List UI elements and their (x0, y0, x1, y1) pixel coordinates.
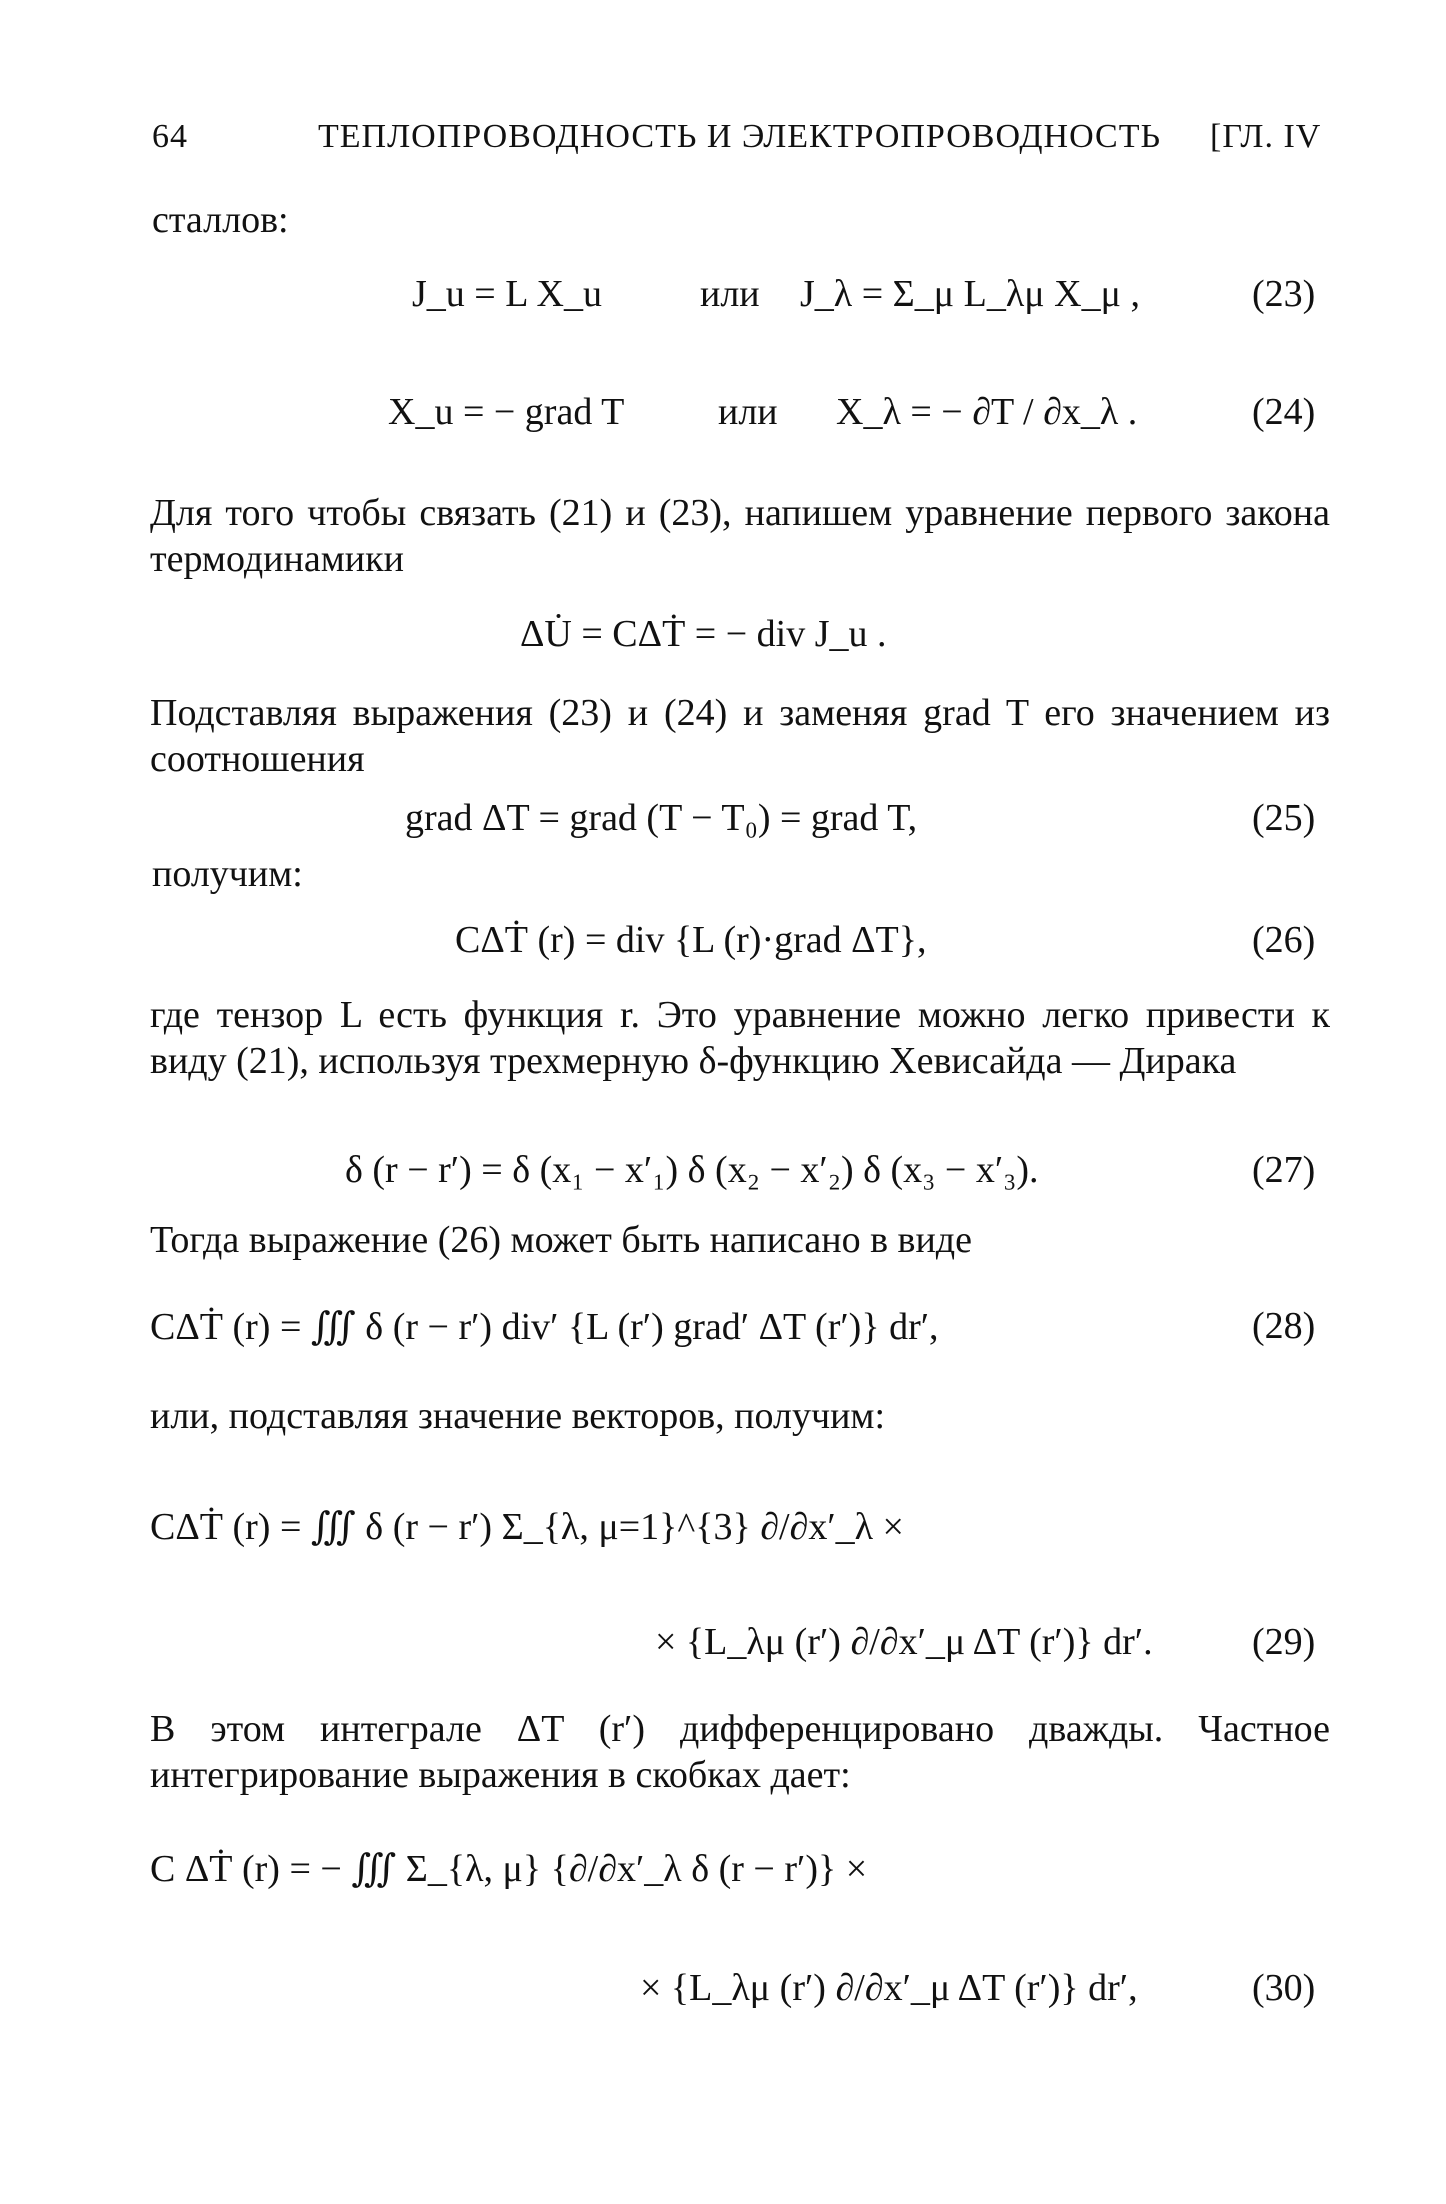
page-number: 64 (152, 118, 188, 155)
equation-29-number: (29) (1252, 1621, 1316, 1663)
paragraph-3: получим: (152, 853, 303, 895)
paragraph-5: Тогда выражение (26) может быть написано в виде (150, 1219, 973, 1261)
equation-27: δ (r − r′) = δ (x₁ − x′₁) δ (x₂ − x′₂) δ (x₃ − x′₃). (345, 1149, 1039, 1191)
equation-29-line-2: × {L_λμ (r′) ∂/∂x′_μ ΔT (r′)} dr′. (655, 1621, 1153, 1663)
paragraph-2: Подставляя выражения (23) и (24) и заменяя grad T его значением из соотношения (150, 692, 1330, 780)
paragraph-6: или, подставляя значение векторов, получим: (150, 1395, 886, 1437)
equation-energy: ΔU̇ = CΔṪ = − div J_u . (520, 613, 887, 655)
equation-24-left: X_u = − grad T (388, 391, 625, 433)
equation-26: CΔṪ (r) = div {L (r)·grad ΔT}, (455, 919, 927, 961)
equation-24-number: (24) (1252, 391, 1316, 433)
equation-30-number: (30) (1252, 1967, 1316, 2009)
equation-26-number: (26) (1252, 919, 1316, 961)
equation-23-or: или (700, 273, 760, 315)
equation-24-or: или (718, 391, 778, 433)
equation-23-number: (23) (1252, 273, 1316, 315)
paragraph-1: Для того чтобы связать (21) и (23), напишем уравнение первого закона термодинамики (150, 492, 1330, 580)
equation-23-right: J_λ = Σ_μ L_λμ X_μ , (800, 273, 1140, 315)
running-title: ТЕПЛОПРОВОДНОСТЬ И ЭЛЕКТРОПРОВОДНОСТЬ (318, 118, 1162, 155)
equation-28: CΔṪ (r) = ∭ δ (r − r′) div′ {L (r′) grad′ ΔT (r′)} dr′, (150, 1306, 939, 1348)
equation-30-line-1: C ΔṪ (r) = − ∭ Σ_{λ, μ} {∂/∂x′_λ δ (r − r′)} × (150, 1848, 868, 1890)
equation-30-line-2: × {L_λμ (r′) ∂/∂x′_μ ΔT (r′)} dr′, (640, 1967, 1138, 2009)
paragraph-start: сталлов: (152, 199, 289, 241)
equation-23-left: J_u = L X_u (412, 273, 602, 315)
equation-27-number: (27) (1252, 1149, 1316, 1191)
equation-25-number: (25) (1252, 797, 1316, 839)
equation-24-right: X_λ = − ∂T / ∂x_λ . (836, 391, 1138, 433)
equation-25: grad ΔT = grad (T − T₀) = grad T, (405, 797, 918, 839)
paragraph-7: В этом интеграле ΔT (r′) дифференцировано дважды. Частное интегрирование выражения в скобках дает: (150, 1708, 1330, 1796)
paragraph-4: где тензор L есть функция r. Это уравнение можно легко привести к виду (21), используя трехмерную δ-функцию Хевисайда — Дирака (150, 994, 1330, 1082)
chapter-label: [ГЛ. IV (1210, 118, 1322, 155)
equation-29-line-1: CΔṪ (r) = ∭ δ (r − r′) Σ_{λ, μ=1}^{3} ∂/∂x′_λ × (150, 1506, 904, 1548)
equation-28-number: (28) (1252, 1305, 1316, 1347)
